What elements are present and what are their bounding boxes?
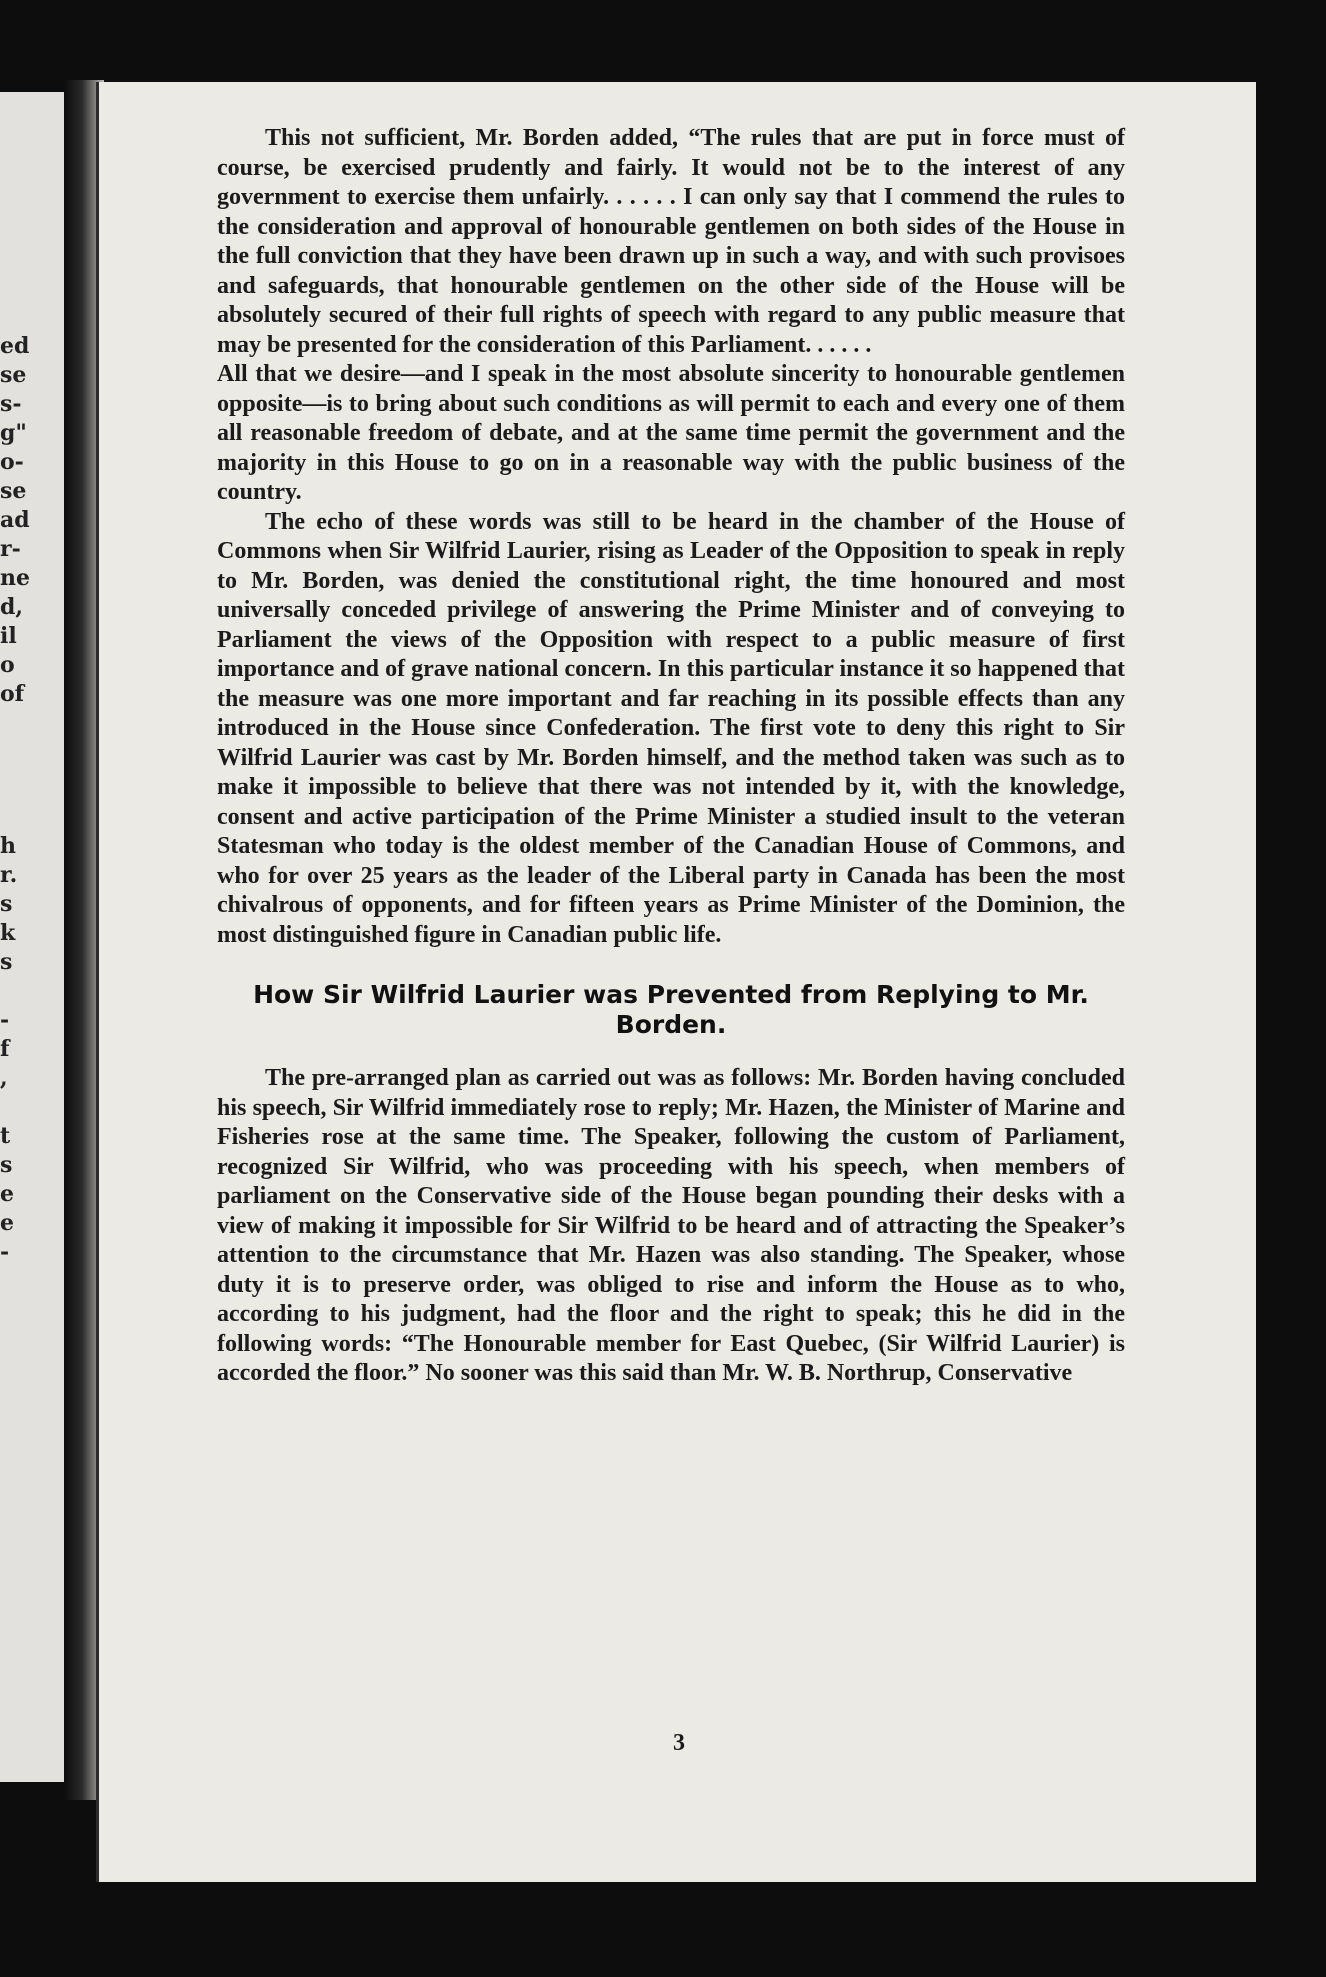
paragraph: All that we desire—and I speak in the most absolute sincerity to honourable gentlemen opposite—is to bring about such conditions as will permit to each and every one of them all reasonable freedom of debate, and at the same time permit the government and the majority in this House to go on in a reasonable way with the public business of the country.: [217, 361, 1125, 505]
paragraph: The echo of these words was still to be heard in the chamber of the House of Commons when Sir Wilfrid Laurier, rising as Leader of the Opposition to speak in reply to Mr. Borden, was denied the constitutional right, the time honoured and most universally conceded privilege of answering the Prime Minister and of conveying to Parliament the views of the Opposition with respect to a public measure of first importance and of grave national concern. In this particular instance it so happened that the measure was one more important and far reaching in its possible effects than any introduced in the House since Confederation. The first vote to deny this right to Sir Wilfrid Laurier was cast by Mr. Borden himself, and the method taken was such as to make it impossible to believe that there was not intended by it, with the knowledge, consent and active participation of the Prime Minister a studied insult to the veteran Statesman who today is the oldest member of the Canadian House of Commons, and who for over 25 years as the leader of the Liberal party in Canada has been the most chivalrous of opponents, and for fifteen years as Prime Minister of the Dominion, the most distinguished figure in Canadian public life.: [217, 508, 1125, 948]
page-number: 3: [673, 1730, 685, 1756]
paragraph: The pre-arranged plan as carried out was as follows: Mr. Borden having concluded his speech, Sir Wilfrid immediately rose to reply; Mr. Hazen, the Minister of Marine and Fisheries rose at the same time. The Speaker, following the custom of Parliament, recognized Sir Wilfrid, who was proceeding with his speech, when members of parliament on the Conservative side of the House began pounding their desks with a view of making it impossible for Sir Wilfrid to be heard and of attracting the Speaker’s attention to the circumstance that Mr. Hazen was also standing. The Speaker, whose duty it is to preserve order, was obliged to rise and inform the House as to who, according to his judgment, had the floor and the right to speak; this he did in the following words: “The Honourable member for East Quebec, (Sir Wilfrid Laurier) is accorded the floor.” No sooner was this said than Mr. W. B. Northrup, Conservative: [217, 1065, 1125, 1386]
paragraph: This not sufficient, Mr. Borden added, “The rules that are put in force must of course, be exercised prudently and fairly. It would not be to the interest of any government to exercise them unfairly. . . . . . I can only say that I commend the rules to the consideration and approval of honourable gentlemen on both sides of the House in the full conviction that they have been drawn up in such a way, and with such provisoes and safeguards, that honourable gentlemen on the other side of the House will be absolutely secured of their full rights of speech with regard to any public measure that may be presented for the consideration of this Parliament. . . . . .: [217, 125, 1125, 358]
adjacent-page-text-fragment: h r. s k s - f , t s e e -: [0, 833, 18, 1265]
section-heading: How Sir Wilfrid Laurier was Prevented from Replying to Mr. Borden.: [253, 980, 1089, 1039]
adjacent-page-text-fragment: ed se s- g" o- se ad r- ne d, il o of: [0, 333, 30, 707]
page-body: [217, 124, 1125, 1389]
document-page: [96, 82, 1256, 1882]
